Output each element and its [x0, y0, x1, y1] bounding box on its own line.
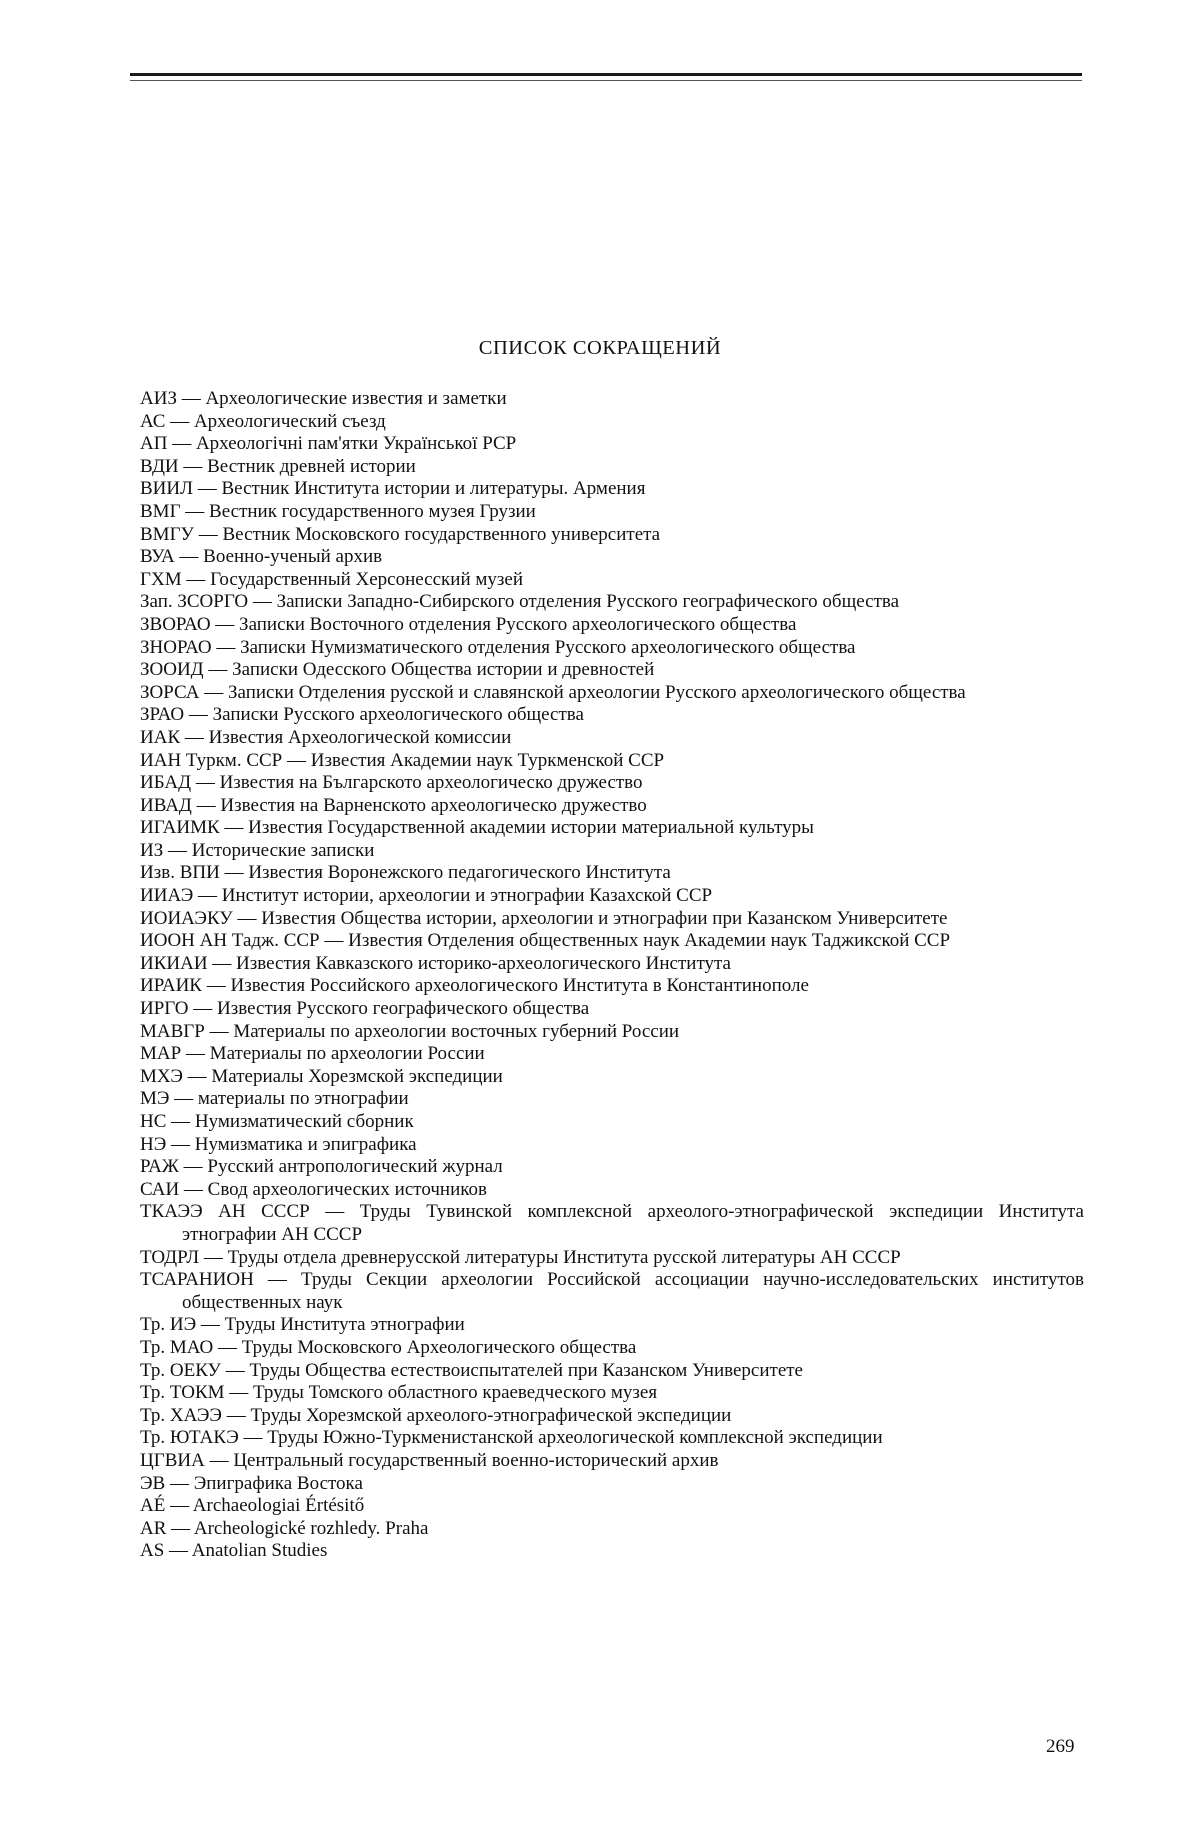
- list-item: AÉ — Archaeologiai Értésitő: [140, 1495, 365, 1517]
- list-item: ИАН Туркм. ССР — Известия Академии наук Туркменской ССР: [140, 749, 665, 771]
- list-item: ТСАРАНИОН — Труды Секции археологии Российской ассоциации научно-исследовательских институтов общественных наук: [140, 1269, 1084, 1313]
- list-item: ВУА — Военно-ученый архив: [140, 546, 383, 568]
- top-rule: [130, 73, 1082, 76]
- list-item: ЗРАО — Записки Русского археологического общества: [140, 704, 584, 726]
- list-item: ИКИАИ — Известия Кавказского историко-археологического Института: [140, 952, 731, 974]
- list-item: ИРАИК — Известия Российского археологического Института в Константинополе: [140, 975, 809, 997]
- list-item: САИ — Свод археологических источников: [140, 1178, 487, 1200]
- page-title: СПИСОК СОКРАЩЕНИЙ: [478, 337, 722, 359]
- list-item: ВМГ — Вестник государственного музея Грузии: [140, 500, 536, 522]
- list-item: МАВГР — Материалы по археологии восточных губерний России: [140, 1020, 680, 1042]
- list-item: ИГАИМК — Известия Государственной академии истории материальной культуры: [140, 817, 814, 839]
- list-item: ГХМ — Государственный Херсонесский музей: [140, 568, 523, 590]
- list-item: ЗООИД — Записки Одесского Общества истории и древностей: [140, 659, 655, 681]
- list-item: МХЭ — Материалы Хорезмской экспедиции: [140, 1065, 503, 1087]
- list-item: AS — Anatolian Studies: [140, 1540, 328, 1562]
- list-item: ЗОРСА — Записки Отделения русской и славянской археологии Русского археологического общества: [140, 681, 966, 703]
- list-item: ТОДРЛ — Труды отдела древнерусской литературы Института русской литературы АН СССР: [140, 1246, 901, 1268]
- list-item: ИБАД — Известия на Българското археологическо дружество: [140, 772, 643, 794]
- list-item: АИЗ — Археологические известия и заметки: [140, 388, 507, 409]
- top-rule-thin: [130, 80, 1082, 81]
- list-item: Тр. ТОКМ — Труды Томского областного краеведческого музея: [140, 1382, 658, 1404]
- list-item: AR — Archeologické rozhledy. Praha: [140, 1517, 429, 1539]
- list-item: ВИИЛ — Вестник Института истории и литературы. Армения: [140, 478, 646, 500]
- list-item: ИОИАЭКУ — Известия Общества истории, археологии и этнографии при Казанском Университете: [140, 907, 948, 929]
- list-item: Изв. ВПИ — Известия Воронежского педагогического Института: [140, 862, 671, 884]
- list-item: МЭ — материалы по этнографии: [140, 1088, 409, 1110]
- list-item: ЗВОРАО — Записки Восточного отделения Русского археологического общества: [140, 613, 797, 635]
- list-item: Тр. ХАЭЭ — Труды Хорезмской археолого-этнографической экспедиции: [140, 1404, 732, 1426]
- list-item: ЭВ — Эпиграфика Востока: [140, 1472, 363, 1494]
- page-number: 269: [1046, 1736, 1075, 1757]
- list-item: ИООН АН Тадж. ССР — Известия Отделения общественных наук Академии наук Таджикской ССР: [140, 930, 951, 952]
- list-item: РАЖ — Русский антропологический журнал: [140, 1156, 503, 1178]
- list-item: ЦГВИА — Центральный государственный военно-исторический архив: [140, 1449, 719, 1471]
- list-item: Тр. ИЭ — Труды Института этнографии: [140, 1314, 465, 1336]
- list-item: НЭ — Нумизматика и эпиграфика: [140, 1133, 417, 1155]
- list-item: Тр. ЮТАКЭ — Труды Южно-Туркменистанской археологической комплексной экспедиции: [140, 1427, 883, 1449]
- list-item: Тр. МАО — Труды Московского Археологического общества: [140, 1336, 637, 1358]
- list-item: МАР — Материалы по археологии России: [140, 1043, 485, 1065]
- list-item: АП — Археологічні пам'ятки Української РСР: [140, 433, 517, 455]
- list-item: ИВАД — Известия на Варненското археологическо дружество: [140, 794, 647, 816]
- list-item: ТКАЭЭ АН СССР — Труды Тувинской комплексной археолого-этнографической экспедиции Института этнографии АН СССР: [140, 1201, 1084, 1245]
- list-item: ИАК — Известия Археологической комиссии: [140, 726, 512, 748]
- list-item: ВМГУ — Вестник Московского государственного университета: [140, 523, 661, 545]
- list-item: Тр. ОЕКУ — Труды Общества естествоиспытателей при Казанском Университете: [140, 1359, 803, 1381]
- list-item: ВДИ — Вестник древней истории: [140, 455, 416, 477]
- list-item: ИРГО — Известия Русского географического общества: [140, 998, 590, 1020]
- abbreviation-list: [140, 388, 1084, 1563]
- list-item: ИЗ — Исторические записки: [140, 839, 375, 861]
- list-item: НС — Нумизматический сборник: [140, 1111, 414, 1132]
- list-item: Зап. ЗСОРГО — Записки Западно-Сибирского отделения Русского географического общества: [140, 591, 900, 613]
- list-item: ЗНОРАО — Записки Нумизматического отделения Русского археологического общества: [140, 636, 856, 658]
- list-item: ИИАЭ — Институт истории, археологии и этнографии Казахской ССР: [140, 885, 713, 907]
- list-item: АС — Археологический съезд: [140, 410, 386, 432]
